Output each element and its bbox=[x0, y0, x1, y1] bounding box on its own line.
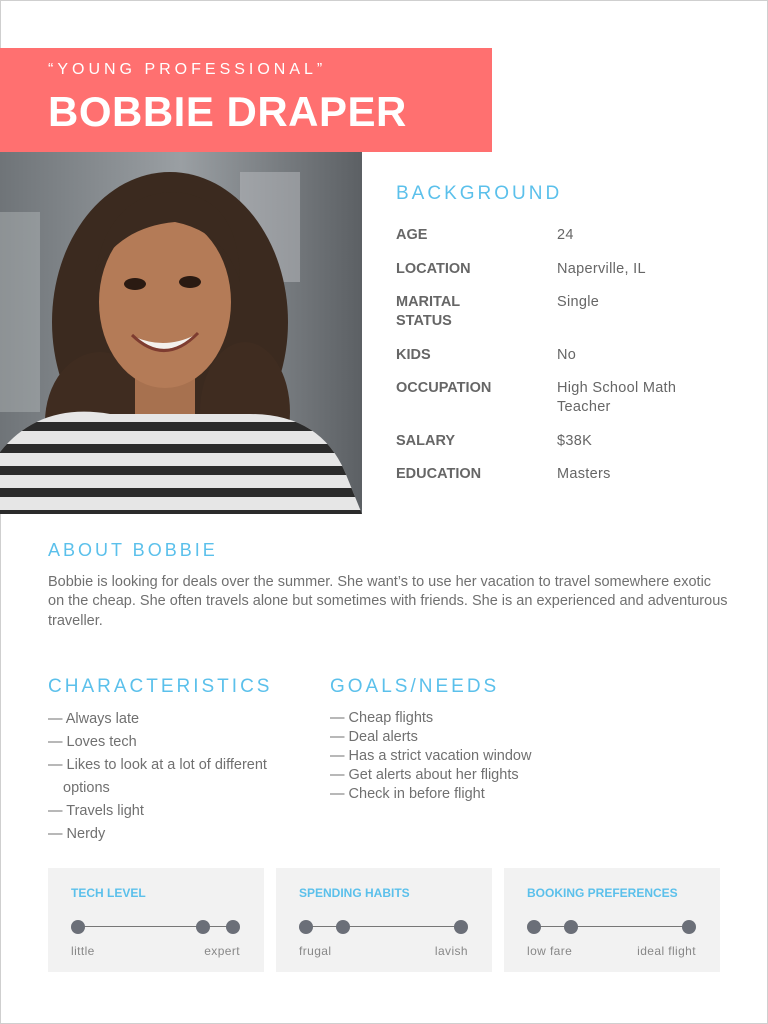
goals-heading: GOALS/NEEDS bbox=[330, 676, 500, 697]
scale-label: BOOKING PREFERENCES bbox=[527, 886, 678, 900]
scale-high-label: expert bbox=[204, 944, 240, 958]
background-value: No bbox=[557, 347, 577, 363]
persona-subtitle: “YOUNG PROFESSIONAL” bbox=[48, 61, 327, 78]
background-value: Masters bbox=[557, 466, 611, 482]
background-value: 24 bbox=[557, 227, 574, 243]
scale-high-label: ideal flight bbox=[637, 944, 696, 958]
persona-banner bbox=[0, 48, 492, 152]
scale-track bbox=[306, 926, 462, 927]
list-item: — Get alerts about her flights bbox=[330, 767, 519, 783]
scale-label: SPENDING HABITS bbox=[299, 886, 410, 900]
background-row-salary bbox=[396, 432, 736, 451]
scale-card-tech-level bbox=[48, 868, 264, 972]
persona-name: BOBBIE DRAPER bbox=[48, 88, 407, 135]
background-key: AGE bbox=[396, 227, 428, 243]
list-item: — Has a strict vacation window bbox=[330, 748, 532, 764]
characteristics-heading: CHARACTERISTICS bbox=[48, 676, 273, 697]
scale-card-spending-habits bbox=[276, 868, 492, 972]
background-row-occupation bbox=[396, 379, 736, 417]
scale-marker bbox=[564, 920, 578, 934]
background-key: SALARY bbox=[396, 433, 456, 449]
goals-list bbox=[330, 709, 660, 804]
background-key: KIDS bbox=[396, 347, 431, 363]
background-value: High School Math Teacher bbox=[557, 380, 677, 415]
characteristics-list bbox=[48, 708, 308, 846]
list-item: — Check in before flight bbox=[330, 786, 485, 802]
scale-marker bbox=[226, 920, 240, 934]
scale-high-label: lavish bbox=[434, 944, 468, 958]
scale-card-booking-preferences bbox=[504, 868, 720, 972]
scale-track bbox=[534, 926, 690, 927]
background-row-kids bbox=[396, 346, 736, 365]
list-item: — Cheap flights bbox=[330, 710, 434, 726]
background-key: LOCATION bbox=[396, 261, 471, 277]
scale-marker bbox=[682, 920, 696, 934]
background-key: MARITAL STATUS bbox=[396, 294, 460, 329]
list-item: — Likes to look at a lot of different options bbox=[48, 757, 267, 796]
scale-marker bbox=[299, 920, 313, 934]
persona-photo bbox=[0, 152, 362, 514]
scale-marker bbox=[71, 920, 85, 934]
scale-label: TECH LEVEL bbox=[71, 886, 146, 900]
background-value: Single bbox=[557, 294, 600, 310]
background-key: EDUCATION bbox=[396, 466, 482, 482]
background-row-location bbox=[396, 260, 736, 279]
about-text: Bobbie is looking for deals over the summer. She want’s to use her vacation to travel somewhere exotic on the cheap. She often travels alone but sometimes with friends. She is an experienced and adventurous traveller. bbox=[48, 574, 728, 629]
about-heading: ABOUT BOBBIE bbox=[48, 540, 218, 560]
background-row-age bbox=[396, 226, 736, 245]
list-item: — Travels light bbox=[48, 803, 144, 819]
list-item: — Deal alerts bbox=[330, 729, 418, 745]
background-value: $38K bbox=[557, 433, 593, 449]
scale-track bbox=[78, 926, 234, 927]
list-item: — Always late bbox=[48, 711, 140, 727]
scale-low-label: frugal bbox=[299, 944, 332, 958]
background-heading: BACKGROUND bbox=[396, 183, 563, 204]
background-row-marital-status bbox=[396, 293, 736, 331]
list-item: — Loves tech bbox=[48, 734, 137, 750]
scale-low-label: little bbox=[71, 944, 95, 958]
background-key: OCCUPATION bbox=[396, 380, 492, 396]
background-row-education bbox=[396, 465, 736, 484]
background-value: Naperville, IL bbox=[557, 261, 646, 277]
scale-marker bbox=[336, 920, 350, 934]
scale-marker bbox=[454, 920, 468, 934]
scale-low-label: low fare bbox=[527, 944, 573, 958]
scale-marker bbox=[527, 920, 541, 934]
list-item: — Nerdy bbox=[48, 826, 106, 842]
background-table bbox=[396, 226, 736, 484]
scale-marker bbox=[196, 920, 210, 934]
